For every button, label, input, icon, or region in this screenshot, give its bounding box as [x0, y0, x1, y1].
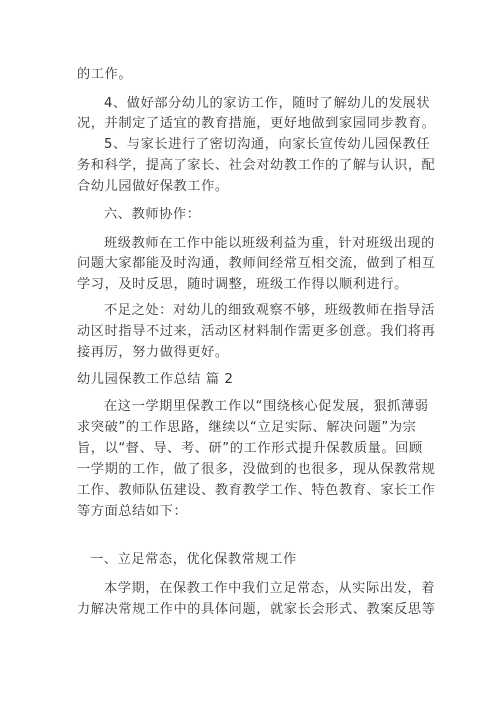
text-line-22: 本学期，在保教工作中我们立足常态，从实际出发，着 — [104, 581, 435, 596]
text-line-16: 求突破”的工作思路，继续以“立足实际、解决问题”为宗 — [77, 420, 417, 435]
text-line-11: 不足之处：对幼儿的细致观察不够，班级教师在指导活 — [104, 303, 435, 318]
text-line-20: 等方面总结如下： — [77, 504, 188, 519]
text-line-23: 力解决常规工作中的具体问题，就家长会形式、教案反思等 — [77, 602, 436, 617]
text-line-5: 务和科学，提高了家长、社会对幼教工作的了解与认识，配 — [77, 158, 436, 173]
text-line-19: 工作、教师队伍建设、教育教学工作、特色教育、家长工作 — [77, 483, 436, 498]
text-line-8: 班级教师在工作中能以班级利益为重，针对班级出现的 — [104, 236, 435, 251]
article-title: 幼儿园保教工作总结 篇 2 — [77, 372, 234, 387]
text-line-13: 接再厉，努力做得更好。 — [77, 345, 229, 360]
text-line-15: 在这一学期里保教工作以“围绕核心促发展，狠抓薄弱 — [104, 399, 429, 414]
section-heading-6: 六、教师协作： — [104, 207, 201, 222]
section-heading-1: 一、立足常态，优化保教常规工作 — [90, 552, 297, 567]
text-line-10: 学习，及时反思，随时调整，班级工作得以顺利进行。 — [77, 277, 408, 292]
text-line-2: 4、做好部分幼儿的家访工作，随时了解幼儿的发展状 — [104, 96, 431, 111]
text-line-3: 况，并制定了适宜的教育措施，更好地做到家园同步教育。 — [77, 116, 436, 131]
text-line-12: 动区时指导不过来，活动区材料制作需更多创意。我们将再 — [77, 324, 436, 339]
text-line-18: 一学期的工作，做了很多，没做到的也很多，现从保教常规 — [77, 462, 436, 477]
text-line-6: 合幼儿园做好保教工作。 — [77, 179, 229, 194]
text-line-9: 问题大家都能及时沟通，教师间经常互相交流，做到了相互 — [77, 256, 436, 271]
text-line-17: 旨，以“督、导、考、研”的工作形式提升保教质量。回顾 — [77, 441, 423, 456]
text-line-4: 5、与家长进行了密切沟通，向家长宣传幼儿园保教任 — [104, 137, 431, 152]
text-line-1: 的工作。 — [77, 67, 133, 82]
